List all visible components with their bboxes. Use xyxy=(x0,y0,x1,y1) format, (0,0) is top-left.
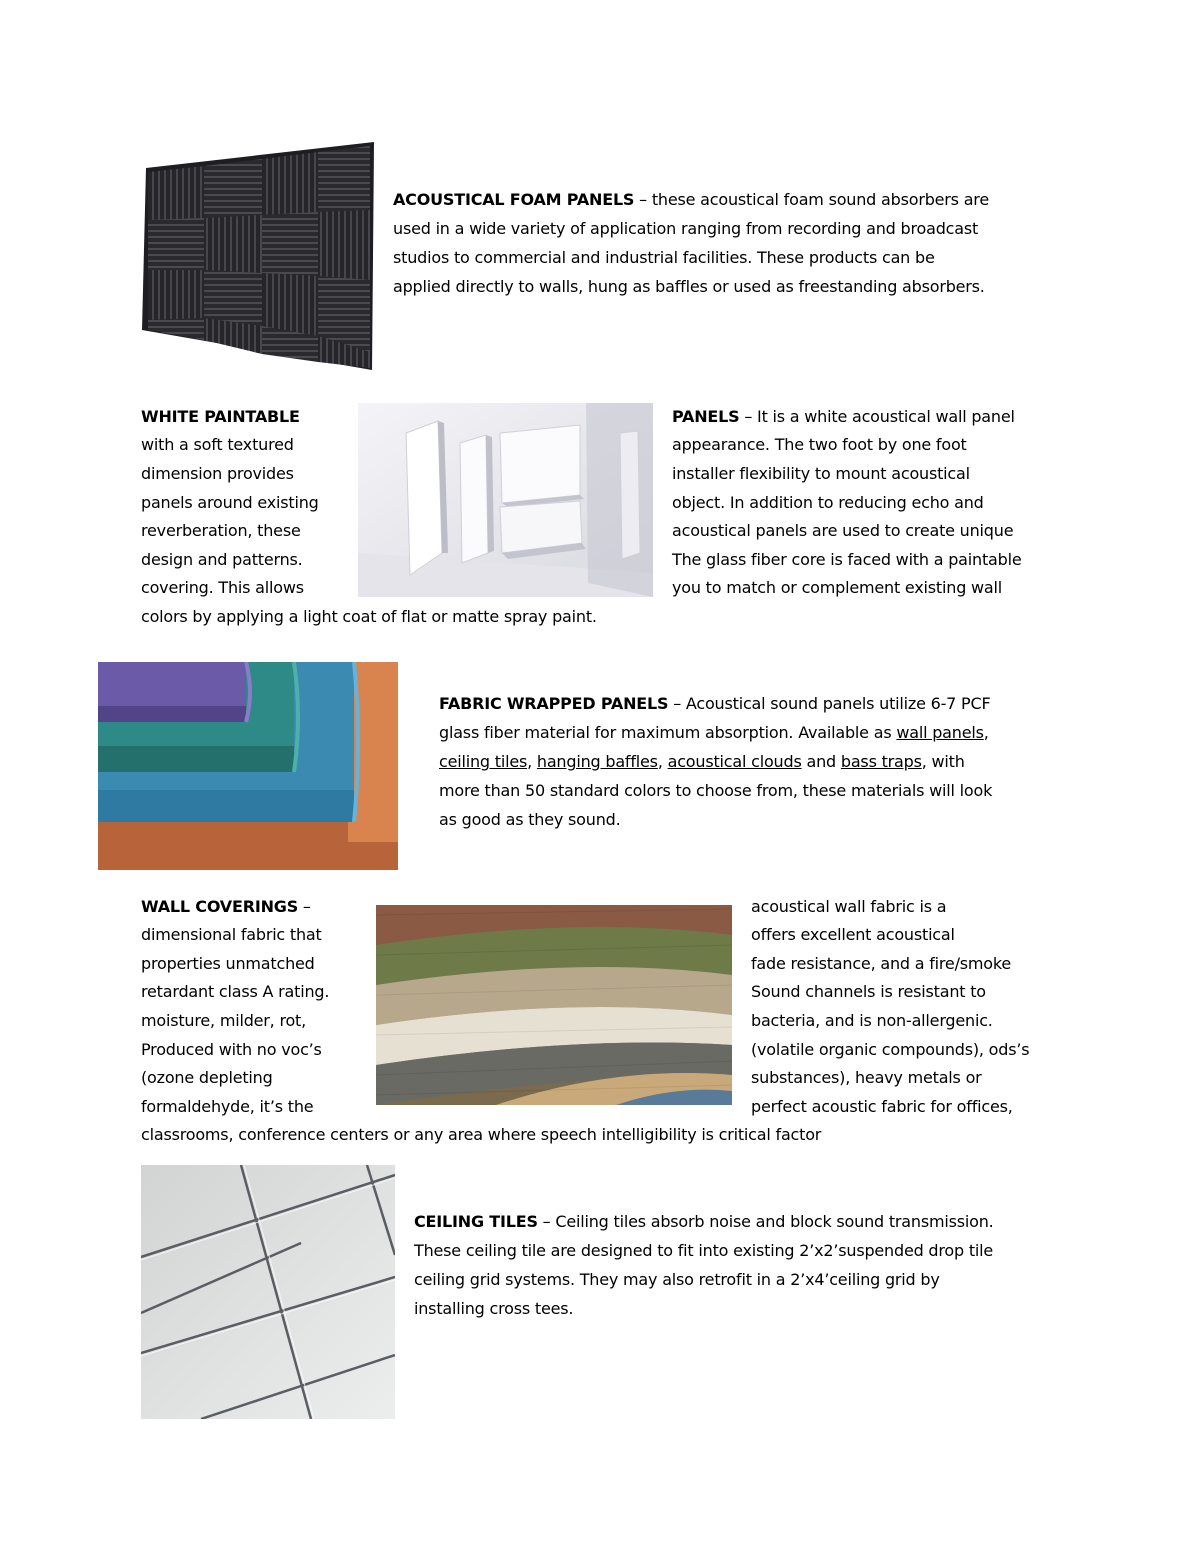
wall-left-line: dimensional fabric that xyxy=(141,925,322,944)
wall-right-line: bacteria, and is non-allergenic. xyxy=(751,1011,993,1030)
fabric-text-line: as good as they sound. xyxy=(439,810,621,829)
wall-right-line: offers excellent acoustical xyxy=(751,925,955,944)
white-last-line: colors by applying a light coat of flat or matte spray paint. xyxy=(141,607,597,626)
wall-left-line: Produced with no voc’s xyxy=(141,1040,322,1059)
foam-heading-line: ACOUSTICAL FOAM PANELS – these acoustical foam sound absorbers are xyxy=(393,190,989,209)
ceiling-text-line: installing cross tees. xyxy=(414,1299,574,1318)
wall-last-line: classrooms, conference centers or any area where speech intelligibility is critical factor xyxy=(141,1125,822,1144)
wall-right-line: (volatile organic compounds), ods’s xyxy=(751,1040,1030,1059)
fabric-text-line: more than 50 standard colors to choose from, these materials will look xyxy=(439,781,993,800)
ceiling-text-line: ceiling grid systems. They may also retrofit in a 2’x4’ceiling grid by xyxy=(414,1270,940,1289)
wall-left-line: moisture, milder, rot, xyxy=(141,1011,307,1030)
wall-title: WALL COVERINGS xyxy=(141,897,299,916)
white-left-line: panels around existing xyxy=(141,493,319,512)
ceiling-text-line: These ceiling tile are designed to fit into existing 2’x2’suspended drop tile xyxy=(414,1241,994,1260)
white-right-line: The glass fiber core is faced with a paintable xyxy=(672,550,1022,569)
wall-right-line: Sound channels is resistant to xyxy=(751,982,986,1001)
wall-right-line: substances), heavy metals or xyxy=(751,1068,982,1087)
white-right-line: appearance. The two foot by one foot xyxy=(672,435,967,454)
white-left-line: design and patterns. xyxy=(141,550,303,569)
white-right-line: object. In addition to reducing echo and xyxy=(672,493,984,512)
wall-right-line: fade resistance, and a fire/smoke xyxy=(751,954,1012,973)
ceiling-title: CEILING TILES xyxy=(414,1212,538,1231)
wall-right-line: acoustical wall fabric is a xyxy=(751,897,947,916)
white-right-line: acoustical panels are used to create unique xyxy=(672,521,1014,540)
link-hanging-baffles[interactable]: hanging baffles xyxy=(536,752,658,771)
white-left-line: covering. This allows xyxy=(141,578,304,597)
fabric-text-line: glass fiber material for maximum absorption. Available as wall panels, xyxy=(439,723,989,742)
link-ceiling-tiles[interactable]: ceiling tiles xyxy=(439,752,528,771)
white-right-line: you to match or complement existing wall xyxy=(672,578,1003,597)
foam-panels-image xyxy=(140,140,376,372)
fabric-panels-image xyxy=(98,662,398,870)
foam-text-line: used in a wide variety of application ranging from recording and broadcast xyxy=(393,219,979,238)
wall-heading-line: WALL COVERINGS – xyxy=(141,897,311,916)
foam-text-line: applied directly to walls, hung as baffles or used as freestanding absorbers. xyxy=(393,277,985,296)
white-left-line: with a soft textured xyxy=(141,435,294,454)
white-left-line: dimension provides xyxy=(141,464,294,483)
ceiling-heading-line: CEILING TILES – Ceiling tiles absorb noise and block sound transmission. xyxy=(414,1212,994,1231)
wall-right-line: perfect acoustic fabric for offices, xyxy=(751,1097,1013,1116)
white-right-line: installer flexibility to mount acoustical xyxy=(672,464,970,483)
fabric-text-line: ceiling tiles, hanging baffles, acoustical clouds and bass traps, with xyxy=(439,752,965,771)
link-bass-traps[interactable]: bass traps xyxy=(840,752,922,771)
white-left-line: reverberation, these xyxy=(141,521,301,540)
wall-fabric-image xyxy=(376,905,732,1105)
white-right-heading: PANELS – It is a white acoustical wall panel xyxy=(672,407,1015,426)
link-wall-panels[interactable]: wall panels xyxy=(896,723,984,742)
fabric-title: FABRIC WRAPPED PANELS xyxy=(439,694,669,713)
fabric-heading-line: FABRIC WRAPPED PANELS – Acoustical sound panels utilize 6-7 PCF xyxy=(439,694,991,713)
wall-left-line: formaldehyde, it’s the xyxy=(141,1097,314,1116)
white-panels-image xyxy=(358,403,653,597)
ceiling-tiles-image xyxy=(141,1165,395,1419)
link-acoustical-clouds[interactable]: acoustical clouds xyxy=(667,752,802,771)
foam-text-line: studios to commercial and industrial facilities. These products can be xyxy=(393,248,935,267)
white-title: WHITE PAINTABLE xyxy=(141,407,300,426)
wall-left-line: retardant class A rating. xyxy=(141,982,330,1001)
foam-title: ACOUSTICAL FOAM PANELS xyxy=(393,190,635,209)
wall-left-line: properties unmatched xyxy=(141,954,315,973)
wall-left-line: (ozone depleting xyxy=(141,1068,273,1087)
